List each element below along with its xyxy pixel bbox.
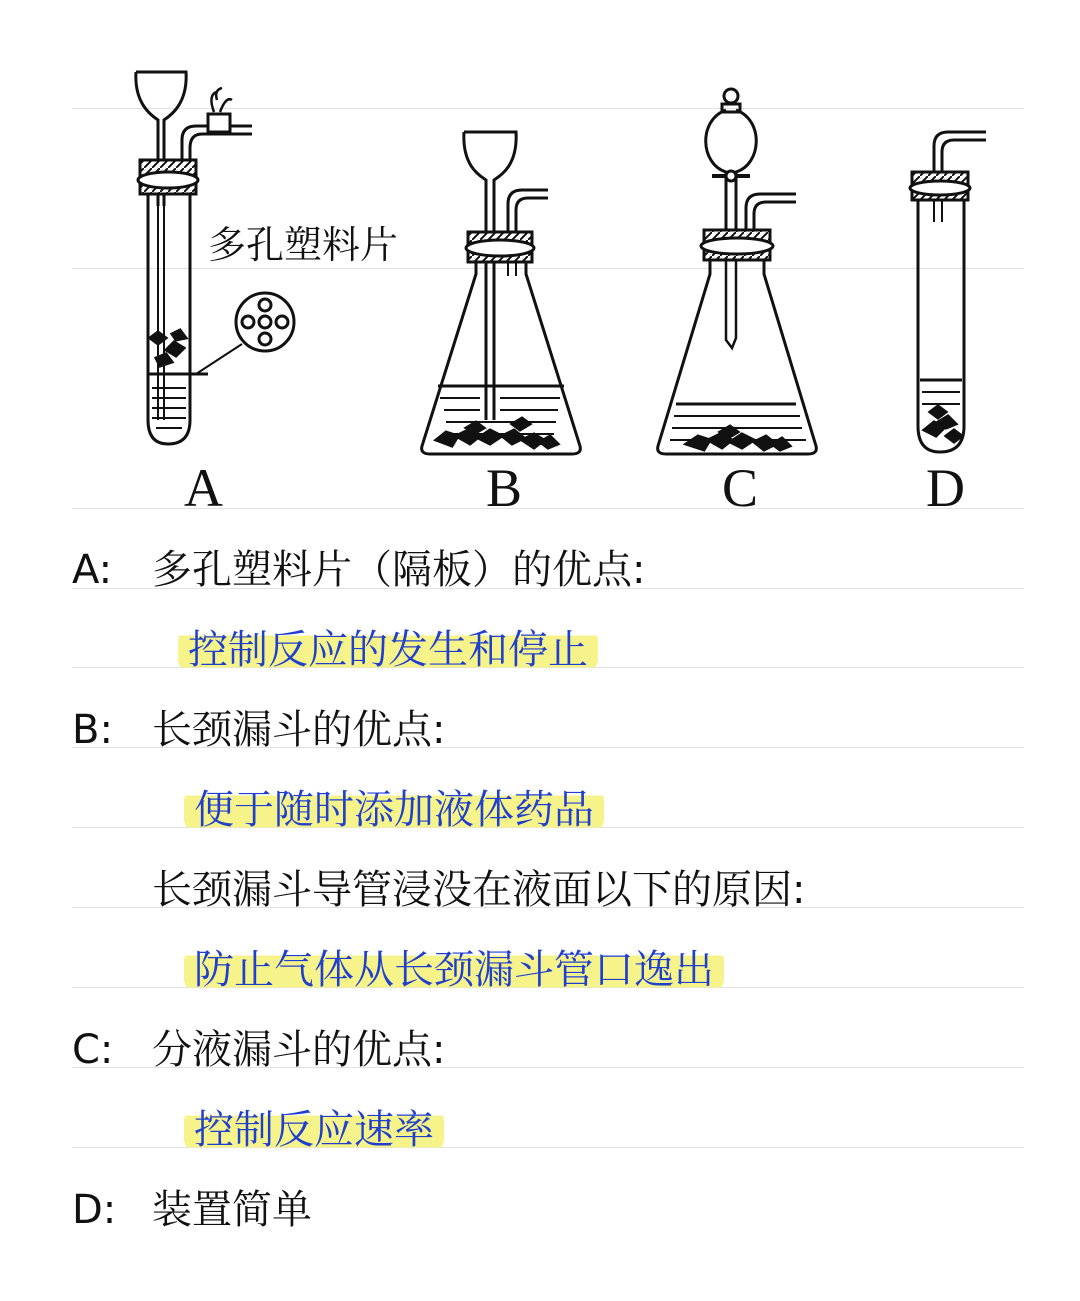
answer-highlight: 便于随时添加液体药品 [184, 787, 604, 833]
question-b [72, 702, 445, 758]
answer-highlight: 控制反应速率 [184, 1107, 444, 1153]
porous-plate-label: 多孔塑料片 [208, 223, 399, 267]
apparatus-c [658, 89, 817, 454]
question-letter: D: [72, 1187, 117, 1233]
question-text: 多孔塑料片（隔板）的优点: [152, 547, 646, 593]
apparatus-figure [0, 0, 1080, 520]
question-text: 长颈漏斗的优点: [152, 707, 446, 753]
figure-label-d: D [926, 458, 965, 518]
question-a [72, 542, 645, 598]
answer-b-2 [184, 942, 724, 998]
question-letter: C: [72, 1027, 114, 1073]
figure-label-c: C [722, 458, 759, 518]
apparatus-b [422, 132, 581, 454]
question-text: 分液漏斗的优点: [152, 1027, 446, 1073]
question-c [72, 1022, 445, 1078]
question-b-2 [152, 862, 805, 918]
answer-b [184, 782, 604, 838]
answer-c [184, 1102, 444, 1158]
answer-a [178, 622, 598, 678]
apparatus-d [910, 132, 986, 452]
question-letter: A: [72, 547, 113, 593]
question-letter: B: [72, 707, 113, 753]
figure-label-a: A [184, 458, 223, 518]
figure-label-b: B [486, 458, 523, 518]
question-d [72, 1182, 312, 1238]
answer-highlight: 防止气体从长颈漏斗管口逸出 [184, 947, 724, 993]
question-text: 长颈漏斗导管浸没在液面以下的原因: [152, 867, 806, 913]
answer-highlight: 控制反应的发生和停止 [178, 627, 598, 673]
question-text: 装置简单 [152, 1187, 312, 1233]
